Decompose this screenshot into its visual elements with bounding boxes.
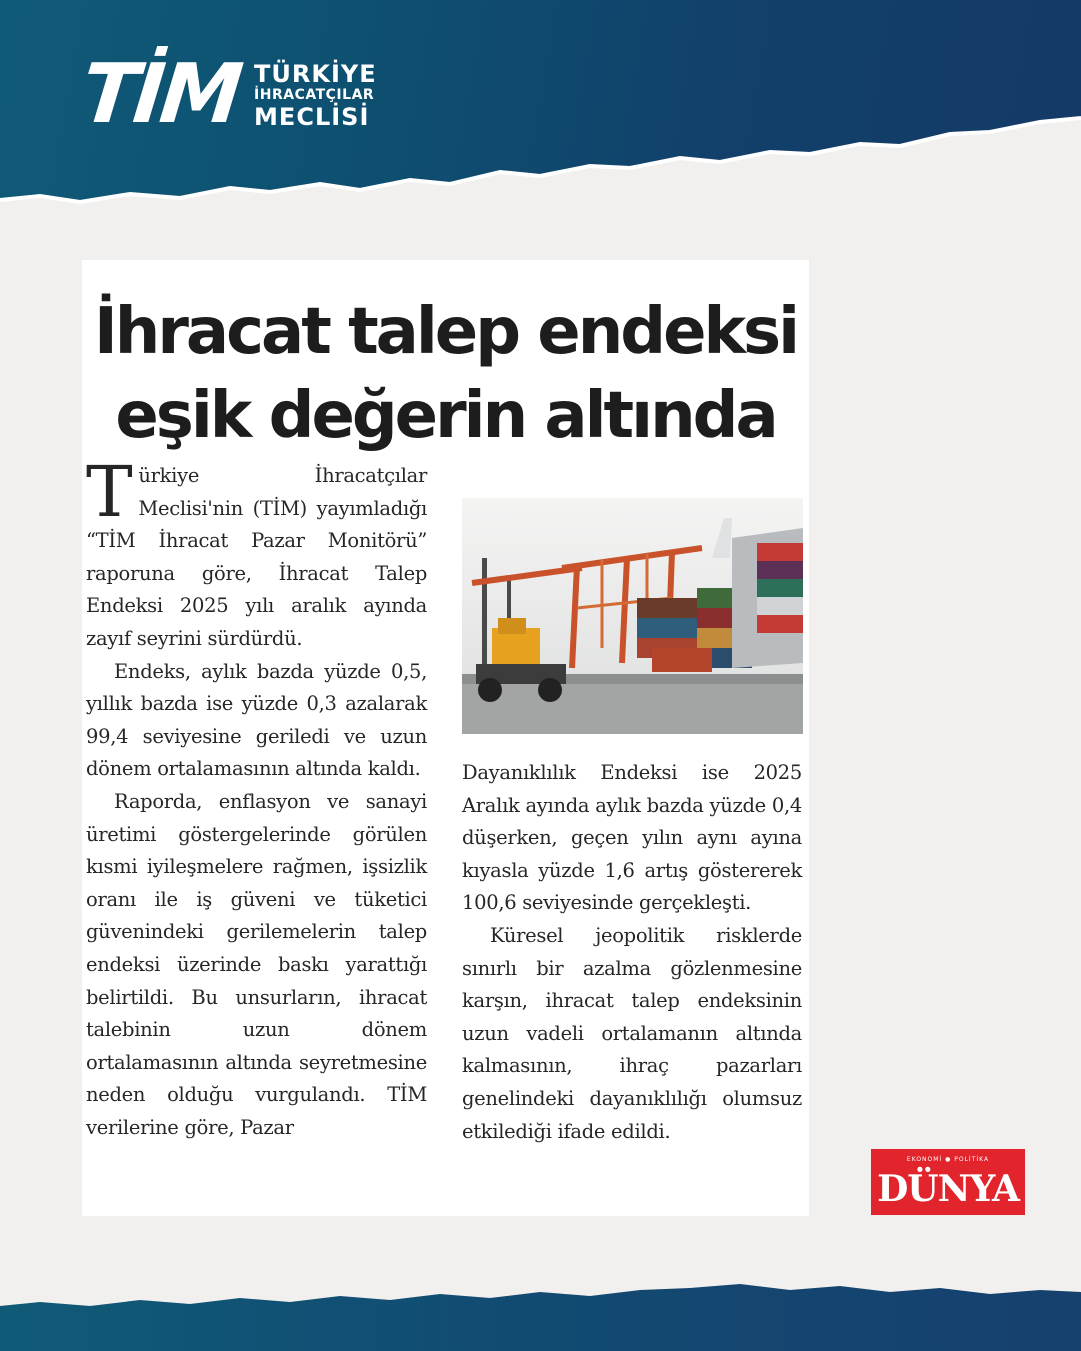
torn-paper-bottom-edge — [0, 1230, 1081, 1330]
drop-cap: T — [86, 451, 133, 533]
logo-mark: TİM — [77, 47, 244, 142]
logo-line-3: MECLİSİ — [254, 102, 370, 131]
article-column-right — [462, 757, 802, 1148]
logo-wordmark — [254, 59, 377, 131]
logo-line-1: TÜRKİYE — [254, 59, 377, 88]
article-column-left — [86, 451, 427, 1144]
port-container-photo — [462, 498, 803, 734]
paragraph-1-text: ürkiye İhracatçılar Meclisi'nin (TİM) yayımladığı “TİM İhracat Pazar Monitörü” raporuna göre, İhracat Talep Endeksi 2025 yılı aralık ayında zayıf seyrini sürdürdü. — [86, 464, 427, 650]
badge-name: DÜNYA — [877, 1168, 1019, 1210]
tim-logo — [77, 47, 377, 142]
logo-line-2: İHRACATÇILAR — [254, 86, 375, 103]
paragraph-2: Endeks, aylık bazda yüzde 0,5, yıllık bazda ise yüzde 0,3 azalarak 99,4 seviyesine geriledi ve uzun dönem ortalamasının altında kaldı. — [86, 659, 427, 781]
headline-line-1: İhracat talep endeksi — [93, 295, 798, 369]
headline-line-2: eşik değerin altında — [115, 379, 776, 454]
paragraph-3-continued: Dayanıklılık Endeksi ise 2025 Aralık ayında aylık bazda yüzde 0,4 düşerken, geçen yılın aynı ayına kıyasla yüzde 1,6 artış göstererek 100,6 seviyesinde gerçekleşti. — [462, 761, 802, 915]
paragraph-4: Küresel jeopolitik risklerde sınırlı bir azalma gözlenmesine karşın, ihracat talep endeksinin uzun vadeli ortalamanın altında kalmasının, ihraç pazarları genelindeki dayanıklılığı olumsuz etkilediği ifade edildi. — [462, 923, 802, 1143]
dunya-source-badge — [871, 1149, 1025, 1215]
article-headline — [82, 290, 809, 459]
paragraph-1 — [86, 451, 427, 656]
badge-tagline: EKONOMİ ● POLİTİKA — [906, 1156, 990, 1163]
paragraph-3: Raporda, enflasyon ve sanayi üretimi göstergelerinde görülen kısmi iyileşmelere rağmen, işsizlik oranı ile iş güveni ve tüketici güvenindeki gerilemelerin talep endeksi üzerinde baskı yarattığı belirtildi. Bu unsurların, ihracat talebinin uzun dönem ortalamasının altında seyretmesine neden olduğu vurgulandı. TİM verilerine göre, Pazar — [86, 789, 427, 1139]
newspaper-clipping — [82, 260, 809, 1216]
